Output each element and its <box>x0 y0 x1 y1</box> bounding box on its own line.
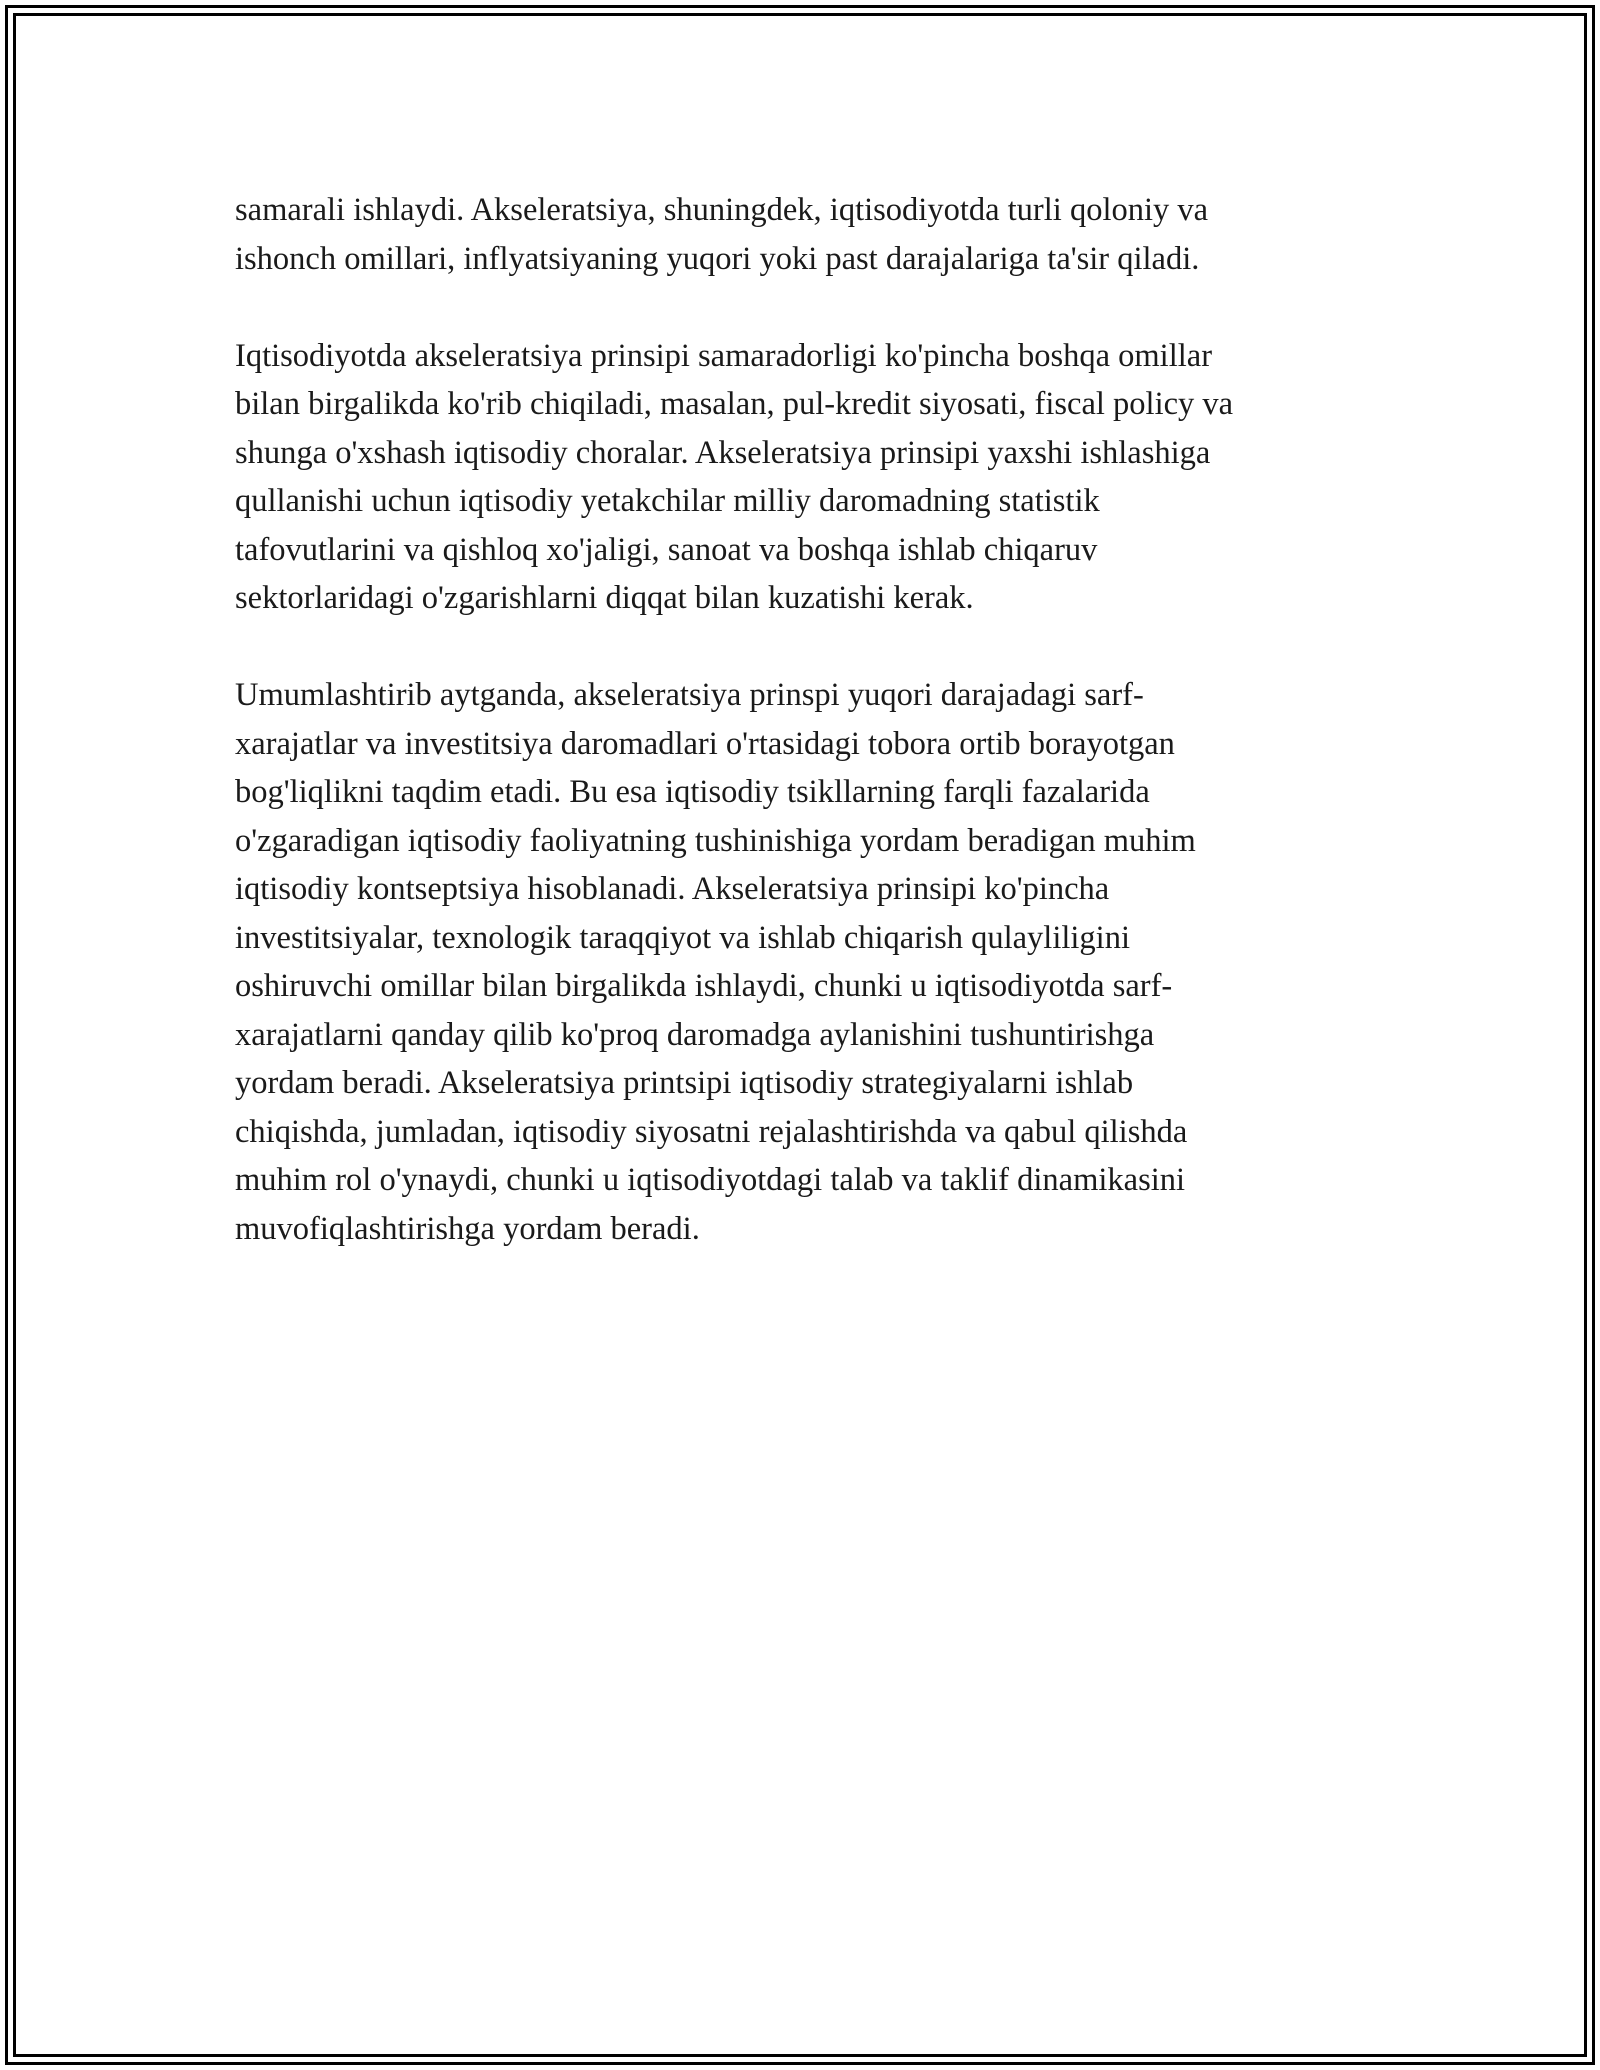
text-line: sektorlaridagi o'zgarishlarni diqqat bilan kuzatishi kerak. <box>235 580 974 616</box>
paragraph-1 <box>235 186 1365 283</box>
text-line: chiqishda, jumladan, iqtisodiy siyosatni rejalashtirishda va qabul qilishda <box>235 1113 1188 1150</box>
text-line: qullanishi uchun iqtisodiy yetakchilar milliy daromadning statistik <box>235 483 1100 519</box>
text-line: bog'liqlikni taqdim etadi. Bu esa iqtisodiy tsikllarning farqli fazalarida <box>235 774 1150 810</box>
text-line: yordam beradi. Akseleratsiya printsipi iqtisodiy strategiyalarni ishlab <box>235 1065 1134 1101</box>
text-line: muhim rol o'ynaydi, chunki u iqtisodiyotdagi talab va taklif dinamikasini <box>235 1162 1186 1198</box>
paragraph-3 <box>235 671 1365 1253</box>
text-line: bilan birgalikda ko'rib chiqiladi, masalan, pul-kredit siyosati, fiscal policy va <box>235 386 1234 422</box>
text-line: xarajatlarni qanday qilib ko'proq daromadga aylanishini tushuntirishga <box>235 1016 1155 1053</box>
text-line: o'zgaradigan iqtisodiy faoliyatning tushinishiga yordam beradigan muhim <box>235 822 1196 859</box>
text-line: iqtisodiy kontseptsiya hisoblanadi. Akseleratsiya prinsipi ko'pincha <box>235 871 1110 907</box>
text-line: oshiruvchi omillar bilan birgalikda ishlaydi, chunki u iqtisodiyotda sarf- <box>235 968 1173 1004</box>
text-line: muvofiqlashtirishga yordam beradi. <box>235 1210 700 1247</box>
text-line: samarali ishlaydi. Akseleratsiya, shuningdek, iqtisodiyotda turli qoloniy va <box>235 192 1209 228</box>
text-line: investitsiyalar, texnologik taraqqiyot va ishlab chiqarish qulayliligini <box>235 919 1130 956</box>
paragraph-2 <box>235 332 1365 623</box>
text-line: Umumlashtirib aytganda, akseleratsiya prinspi yuqori darajadagi sarf- <box>235 677 1144 713</box>
text-line: xarajatlar va investitsiya daromadlari o'rtasidagi tobora ortib borayotgan <box>235 725 1175 762</box>
text-line: ishonch omillari, inflyatsiyaning yuqori yoki past darajalariga ta'sir qiladi. <box>235 240 1200 277</box>
document-body <box>235 186 1365 1302</box>
text-line: shunga o'xshash iqtisodiy choralar. Akseleratsiya prinsipi yaxshi ishlashiga <box>235 434 1211 471</box>
text-line: Iqtisodiyotda akseleratsiya prinsipi samaradorligi ko'pincha boshqa omillar <box>235 337 1213 374</box>
text-line: tafovutlarini va qishloq xo'jaligi, sanoat va boshqa ishlab chiqaruv <box>235 531 1098 568</box>
